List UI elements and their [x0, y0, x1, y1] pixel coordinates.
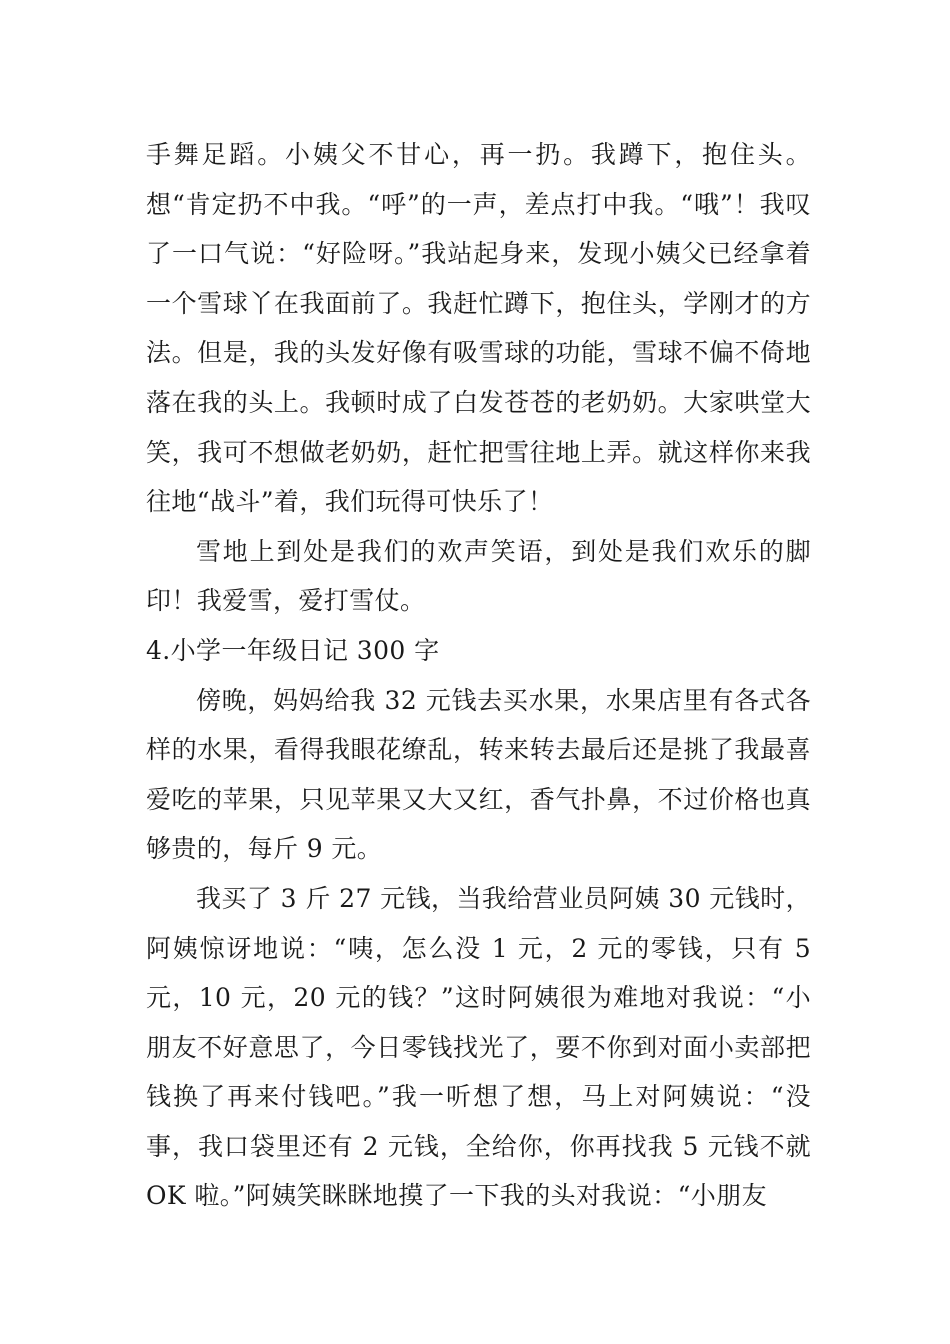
paragraph-snow-fight: 手舞足蹈。小姨父不甘心，再一扔。我蹲下，抱住头。想“肯定扔不中我。“呼”的一声，差点打中我。“哦”！我叹了一口气说：“好险呀。”我站起身来，发现小姨父已经拿着一个雪球丫在我面前了。我赶忙蹲下，抱住头，学刚才的方法。但是，我的头发好像有吸雪球的功能，雪球不偏不倚地落在我的头上。我顿时成了白发苍苍的老奶奶。大家哄堂大笑，我可不想做老奶奶，赶忙把雪往地上弄。就这样你来我往地“战斗”着，我们玩得可快乐了！: [146, 140, 811, 517]
paragraph-paying-change: 我买了 3 斤 27 元钱，当我给营业员阿姨 30 元钱时，阿姨惊讶地说：“咦，怎么没 1 元，2 元的零钱，只有 5 元，10 元，20 元的钱？”这时阿姨很为难地对我说：“小朋友不好意思了，今日零钱找光了，要不你到对面小卖部把钱换了再来付钱吧。”我一听想了想，马上对阿姨说：“没事，我口袋里还有 2 元钱，全给你，你再找我 5 元钱不就OK 啦。”阿姨笑眯眯地摸了一下我的头对我说：“小朋友: [146, 883, 811, 1211]
paragraph-buying-fruit: 傍晚，妈妈给我 32 元钱去买水果，水果店里有各式各样的水果，看得我眼花缭乱，转来转去最后还是挑了我最喜爱吃的苹果，只见苹果又大又红，香气扑鼻，不过价格也真够贵的，每斤 9 元。: [146, 685, 811, 864]
section-heading: 4.小学一年级日记 300 字: [146, 635, 440, 665]
document-body: [146, 130, 811, 1221]
paragraph-snow-conclusion: 雪地上到处是我们的欢声笑语，到处是我们欢乐的脚印！我爱雪，爱打雪仗。: [146, 536, 811, 616]
